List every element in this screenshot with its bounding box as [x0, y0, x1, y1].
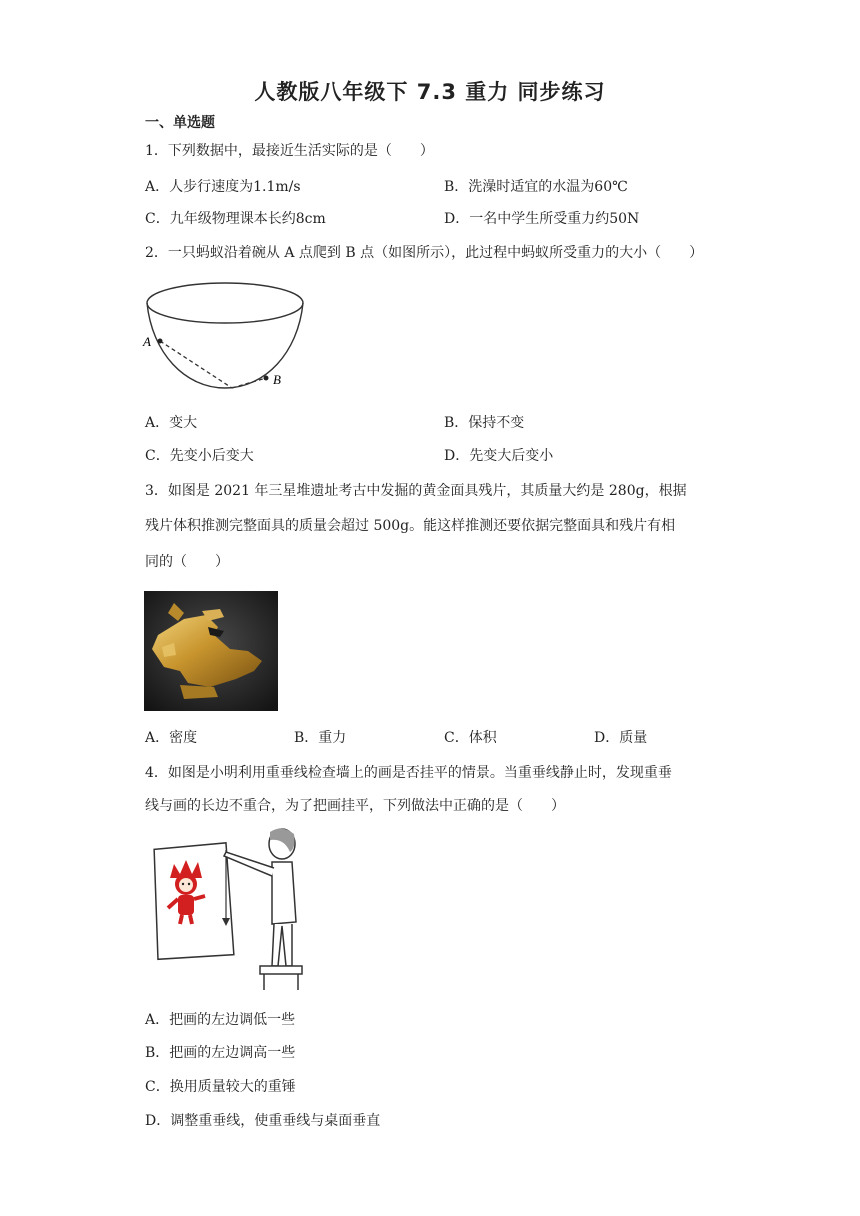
question-2-option-c: C．先变小后变大 [145, 448, 254, 464]
question-4-option-b: B．把画的左边调高一些 [145, 1045, 296, 1061]
bowl-figure [140, 278, 310, 394]
question-1-option-c: C．九年级物理课本长约8cm [145, 211, 326, 227]
question-2-option-b: B．保持不变 [444, 415, 525, 431]
question-4-option-c: C．换用质量较大的重锤 [145, 1079, 296, 1095]
question-3-option-d: D．质量 [594, 730, 648, 746]
question-1-option-d: D．一名中学生所受重力约50N [444, 211, 640, 227]
question-4-option-a: A．把画的左边调低一些 [145, 1012, 296, 1028]
question-3-stem-line-1: 3．如图是 2021 年三星堆遗址考古中发掘的黄金面具残片，其质量大约是 280g，根据 [145, 483, 687, 499]
question-3-stem-line-2: 残片体积推测完整面具的质量会超过 500g。能这样推测还要依据完整面具和残片有相 [145, 518, 676, 534]
question-2-option-a: A．变大 [145, 415, 198, 431]
question-2-stem: 2．一只蚂蚁沿着碗从 A 点爬到 B 点（如图所示），此过程中蚂蚁所受重力的大小（ ） [145, 245, 704, 261]
question-1-option-a: A．人步行速度为1.1m/s [145, 179, 301, 195]
question-2-option-d: D．先变大后变小 [444, 448, 554, 464]
gold-mask-photo [144, 591, 278, 711]
question-1-stem: 1．下列数据中，最接近生活实际的是（ ） [145, 143, 434, 159]
question-1-option-b: B．洗澡时适宜的水温为60℃ [444, 179, 628, 195]
person-figure [224, 829, 302, 990]
section-heading: 一、单选题 [145, 115, 215, 131]
question-3-option-c: C．体积 [444, 730, 497, 746]
question-4-stem-line-1: 4．如图是小明利用重垂线检查墙上的画是否挂平的情景。当重垂线静止时，发现重垂 [145, 765, 672, 781]
page-title: 人教版八年级下 7.3 重力 同步练习 [254, 80, 606, 104]
question-3-option-b: B．重力 [294, 730, 347, 746]
question-3-stem-line-3: 同的（ ） [145, 554, 229, 570]
question-4-stem-line-2: 线与画的长边不重合，为了把画挂平，下列做法中正确的是（ ） [145, 798, 565, 814]
point-b-label: B [273, 372, 281, 387]
question-3-option-a: A．密度 [145, 730, 198, 746]
question-4-option-d: D．调整重垂线，使重垂线与桌面垂直 [145, 1113, 381, 1129]
point-a-label: A [143, 334, 151, 349]
plumb-line-figure [150, 826, 310, 994]
